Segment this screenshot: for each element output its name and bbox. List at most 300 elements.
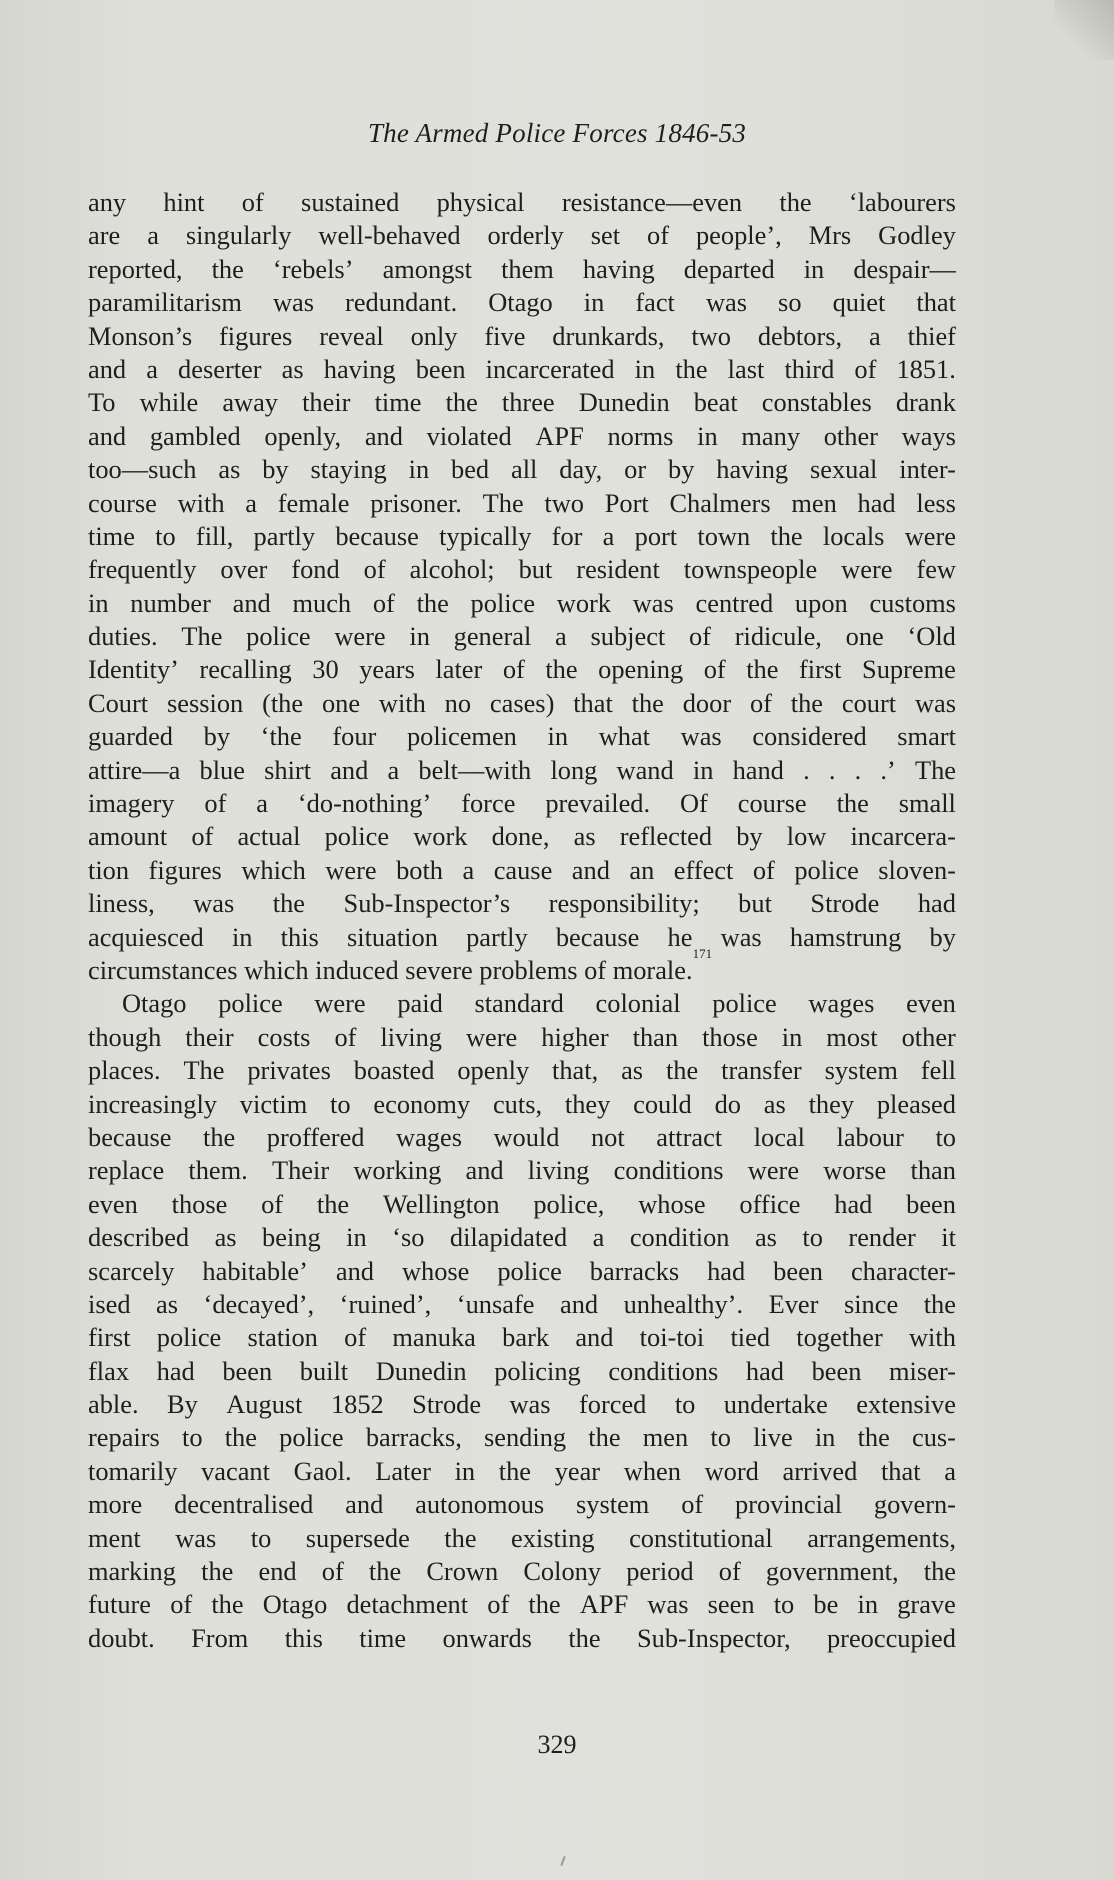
word: amongst <box>382 253 472 284</box>
word: cause <box>493 854 553 885</box>
word: violated <box>426 420 512 451</box>
word: of <box>372 587 395 618</box>
word: police <box>497 1255 562 1286</box>
word: the <box>444 1522 477 1553</box>
word: a <box>592 1222 605 1253</box>
text-line <box>88 1054 956 1087</box>
word: reveal <box>319 320 384 351</box>
word: gambled <box>149 420 241 451</box>
word: was <box>632 587 674 618</box>
word: the <box>211 1589 244 1620</box>
text-line <box>88 1221 956 1254</box>
word: Later <box>375 1455 431 1486</box>
word: of <box>688 621 711 652</box>
word: recalling <box>199 654 292 685</box>
text-line <box>88 353 956 386</box>
word: because <box>88 1121 172 1152</box>
word: onwards <box>442 1622 532 1653</box>
word: ment <box>88 1522 141 1553</box>
word: live <box>753 1422 793 1453</box>
word: August <box>226 1389 303 1420</box>
word: opening <box>598 654 684 685</box>
word: Strode <box>412 1389 482 1420</box>
word: imagery <box>88 788 175 819</box>
word: doubt. <box>88 1622 155 1653</box>
word: were <box>904 520 956 551</box>
word: and <box>330 754 369 785</box>
word: situation <box>347 921 438 952</box>
word: both <box>396 854 443 885</box>
word: as <box>156 1288 179 1319</box>
text-line <box>88 1588 956 1621</box>
word: and <box>571 854 610 885</box>
word: were <box>334 621 386 652</box>
word: pleased <box>876 1088 956 1119</box>
word: this <box>280 921 319 952</box>
word: Chalmers <box>669 487 771 518</box>
word: by <box>668 454 695 485</box>
word: day, <box>559 454 603 485</box>
word: ised <box>88 1288 131 1319</box>
word: constables <box>761 387 872 418</box>
word: wand <box>616 754 674 785</box>
word: undertake <box>723 1389 828 1420</box>
word: typically <box>439 520 532 551</box>
word: . <box>828 754 836 785</box>
word: forced <box>578 1389 647 1420</box>
text-line <box>88 186 956 219</box>
word: hand <box>732 754 784 785</box>
word: actual <box>237 821 301 852</box>
word: most <box>826 1021 878 1052</box>
word: in <box>857 1589 879 1620</box>
word: as <box>218 454 241 485</box>
word: later <box>435 654 483 685</box>
word: course <box>737 788 807 819</box>
text-line <box>88 1488 956 1521</box>
word: time <box>88 520 135 551</box>
word: incarcera- <box>850 821 956 852</box>
word: the <box>211 253 244 284</box>
word: of <box>854 353 877 384</box>
word: together <box>796 1322 883 1353</box>
word: as <box>281 353 304 384</box>
word: of <box>502 654 525 685</box>
word: Court <box>88 687 149 718</box>
word: ‘so <box>392 1222 425 1253</box>
text-line <box>88 620 956 653</box>
word: cuts, <box>492 1088 543 1119</box>
word: Mrs <box>808 220 852 251</box>
word: acquiesced <box>88 921 204 952</box>
word: any <box>88 187 127 217</box>
word: the <box>272 888 306 919</box>
word: had <box>857 487 896 518</box>
text-line <box>88 687 956 720</box>
word: for <box>551 520 583 551</box>
word: Gaol. <box>293 1455 352 1486</box>
word: 1851. <box>896 353 956 384</box>
word: their <box>302 387 351 418</box>
word: APF <box>579 1589 629 1620</box>
word: economy <box>373 1088 471 1119</box>
word: that <box>916 287 956 318</box>
word: time <box>374 387 422 418</box>
word: because <box>335 520 419 551</box>
word: police <box>470 587 536 618</box>
word: Wellington <box>382 1188 500 1219</box>
word: number <box>130 587 211 618</box>
word: was <box>720 921 762 952</box>
word: proffered <box>266 1121 365 1152</box>
word: 30 <box>312 654 339 685</box>
word: and <box>364 420 403 451</box>
word: ‘decayed’, <box>203 1288 315 1319</box>
word: the <box>416 587 449 618</box>
word: fond <box>291 554 340 585</box>
word: been <box>811 1355 862 1386</box>
word: police <box>794 854 859 885</box>
word: ‘the <box>260 721 302 752</box>
word: year <box>554 1455 601 1486</box>
word: of <box>487 1589 510 1620</box>
word: extensive <box>856 1389 956 1420</box>
word: Sub-Inspector, <box>636 1622 791 1653</box>
word: the <box>545 654 578 685</box>
word: done, <box>491 821 550 852</box>
word: Crown <box>426 1556 499 1587</box>
word: police, <box>533 1188 605 1219</box>
word: sustained <box>301 187 400 217</box>
word: detachment <box>346 1589 469 1620</box>
word: and <box>88 420 127 451</box>
word: responsibility; <box>548 888 700 919</box>
word: hamstrung <box>789 921 902 952</box>
word: being <box>262 1222 321 1253</box>
word: of <box>191 821 214 852</box>
word: norms <box>607 420 674 451</box>
word: having <box>582 253 655 284</box>
word: working <box>353 1155 442 1186</box>
word: that <box>880 1455 921 1486</box>
word: Supreme <box>862 654 956 685</box>
word: with <box>177 487 225 518</box>
word: first <box>798 654 842 685</box>
word: those <box>171 1188 228 1219</box>
text-line <box>88 921 956 954</box>
word: of <box>647 220 669 251</box>
text-line <box>88 1555 956 1588</box>
word: police <box>156 1322 222 1353</box>
text-line <box>88 520 956 553</box>
word: court <box>841 687 897 718</box>
word: police <box>324 821 390 852</box>
word: Dunedin <box>578 387 670 418</box>
word: shirt <box>264 754 312 785</box>
word: barracks, <box>365 1422 462 1453</box>
word: manuka <box>392 1322 476 1353</box>
word: was <box>647 1589 689 1620</box>
word: physical <box>436 187 525 217</box>
word: openly <box>457 1055 530 1086</box>
word: as <box>214 1222 237 1253</box>
word: he <box>667 921 693 952</box>
word: To <box>88 387 116 418</box>
word: Port <box>604 487 649 518</box>
text-line <box>88 1288 956 1321</box>
word: not <box>590 1121 625 1152</box>
word: men <box>642 1422 689 1453</box>
word: attire—a <box>88 754 181 785</box>
word: to <box>250 1522 272 1553</box>
word: miser- <box>889 1355 956 1386</box>
word: the <box>857 1422 890 1453</box>
word: female <box>277 487 350 518</box>
word: no <box>444 687 472 718</box>
text-line <box>88 1355 956 1388</box>
text-line <box>88 1188 956 1221</box>
word: described <box>88 1222 190 1253</box>
word: duties. <box>88 621 158 652</box>
word: of <box>344 1322 367 1353</box>
word: hint <box>163 187 205 217</box>
word: blue <box>199 754 245 785</box>
text-line-content: circumstances which induced severe problems of morale. <box>88 954 693 985</box>
word: the <box>203 1121 236 1152</box>
paper-speck <box>560 1856 565 1866</box>
word: Ever <box>768 1288 819 1319</box>
word: local <box>753 1121 805 1152</box>
word: that, <box>552 1055 599 1086</box>
word: two <box>691 320 731 351</box>
word: quiet <box>832 287 886 318</box>
word: to <box>773 1589 795 1620</box>
word: ‘labourers <box>848 187 956 217</box>
text-line <box>88 253 956 286</box>
word: grave <box>897 1589 956 1620</box>
text-line <box>88 587 956 620</box>
word: the <box>498 1455 532 1486</box>
word: was <box>175 1522 217 1553</box>
word: reported, <box>88 253 183 284</box>
word: in <box>583 287 605 318</box>
text-line <box>88 787 956 820</box>
word: was <box>509 1389 551 1420</box>
text-line <box>88 1021 956 1054</box>
word: third <box>784 353 835 384</box>
word: drank <box>895 387 956 418</box>
word: figures <box>148 854 222 885</box>
word: conditions <box>608 1355 719 1386</box>
word: police <box>712 988 777 1019</box>
word: last <box>727 353 765 384</box>
word: cases) <box>489 687 555 718</box>
word: unhealthy’. <box>623 1288 744 1319</box>
word: men <box>791 487 837 518</box>
word: . <box>803 754 810 785</box>
text-line <box>88 754 956 787</box>
word: dilapidated <box>449 1222 568 1253</box>
word: flax <box>88 1355 130 1386</box>
word: the <box>368 1556 402 1587</box>
word: belt—with <box>418 754 532 785</box>
word: been <box>415 353 466 384</box>
word: Sub-Inspector’s <box>343 888 511 919</box>
word: were <box>841 554 893 585</box>
word: wages <box>808 988 875 1019</box>
word: police <box>246 621 311 652</box>
word: of <box>749 687 772 718</box>
word: port <box>634 520 678 551</box>
word: the <box>836 788 869 819</box>
word: had <box>156 1355 195 1386</box>
word: locals <box>822 520 885 551</box>
word: drunkards, <box>552 320 665 351</box>
word: were <box>325 854 377 885</box>
word: paramilitarism <box>88 287 242 318</box>
word: toi-toi <box>639 1322 705 1353</box>
word: the <box>770 520 803 551</box>
word: policemen <box>406 721 517 752</box>
word: having <box>323 353 396 384</box>
word: standard <box>474 988 564 1019</box>
word: living <box>527 1155 590 1186</box>
word: in <box>454 1455 476 1486</box>
word: than <box>910 1155 956 1186</box>
word: tied <box>730 1322 771 1353</box>
word: Identity’ <box>88 654 179 685</box>
word: course <box>88 487 157 518</box>
word: long <box>550 754 598 785</box>
word: colonial <box>595 988 681 1019</box>
word: them. <box>188 1155 248 1186</box>
word: guarded <box>88 721 173 752</box>
word: had <box>917 888 956 919</box>
word: the <box>224 1422 257 1453</box>
word: over <box>220 554 268 585</box>
word: 1852 <box>330 1389 384 1420</box>
word: the <box>631 687 664 718</box>
word: prisoner. <box>370 487 462 518</box>
word: decentralised <box>174 1489 314 1520</box>
word: government, <box>765 1556 899 1587</box>
word: five <box>484 320 526 351</box>
word: character- <box>850 1255 956 1286</box>
word: was <box>680 721 722 752</box>
word: Otago <box>122 988 187 1019</box>
word: sending <box>484 1422 567 1453</box>
word: the <box>445 387 478 418</box>
word: in <box>814 1422 836 1453</box>
word: and <box>335 1255 374 1286</box>
word: away <box>222 387 278 418</box>
word: of <box>204 788 227 819</box>
word: to <box>710 1422 731 1453</box>
word: in <box>803 253 825 284</box>
word: one <box>321 687 361 718</box>
word: they <box>808 1088 855 1119</box>
word: the <box>746 654 779 685</box>
word: conditions <box>613 1155 724 1186</box>
word: beat <box>693 387 738 418</box>
word: in <box>692 754 714 785</box>
word: but <box>738 888 772 919</box>
word: four <box>332 721 377 752</box>
word: police <box>279 1422 344 1453</box>
word: worse <box>823 1155 887 1186</box>
word: as <box>573 821 596 852</box>
text-line <box>88 887 956 920</box>
word: ‘ruined’, <box>339 1288 432 1319</box>
word: of <box>718 1556 741 1587</box>
text-line <box>88 987 956 1020</box>
footnote-marker: 171 <box>692 945 713 961</box>
word: low <box>786 821 827 852</box>
word: them <box>501 253 554 284</box>
word: are <box>88 220 121 251</box>
word: years <box>359 654 415 685</box>
word: The <box>482 487 524 518</box>
word: of <box>681 1489 704 1520</box>
word: victim <box>239 1088 308 1119</box>
word: and <box>465 1155 504 1186</box>
word: customs <box>869 587 956 618</box>
word: in <box>697 420 718 451</box>
text-line <box>88 1522 956 1555</box>
word: the <box>675 353 708 384</box>
text-line <box>88 320 956 353</box>
word: as <box>621 1055 644 1086</box>
word: or <box>624 454 647 485</box>
text-line <box>88 1388 956 1421</box>
word: Godley <box>878 220 956 251</box>
word: a <box>245 487 257 518</box>
word: tion <box>88 854 130 885</box>
word: ‘unsafe <box>456 1288 535 1319</box>
word: debtors, <box>757 320 843 351</box>
text-line <box>88 1255 956 1288</box>
word: to <box>674 1389 696 1420</box>
word: the <box>201 1556 234 1587</box>
text-line <box>88 553 956 586</box>
word: centred <box>695 587 774 618</box>
text-line <box>88 386 956 419</box>
word: and <box>88 353 127 384</box>
word: were <box>314 988 366 1019</box>
word: upon <box>794 587 848 618</box>
word: constitutional <box>629 1522 773 1553</box>
word: whose <box>401 1255 470 1286</box>
word: system <box>576 1489 650 1520</box>
word: when <box>623 1455 681 1486</box>
word: Of <box>680 788 708 819</box>
text-line <box>88 820 956 853</box>
word: those <box>702 1021 758 1052</box>
word: had <box>707 1255 746 1286</box>
word: orderly <box>487 220 564 251</box>
word: end <box>258 1556 297 1587</box>
word: Otago <box>488 287 553 318</box>
text-line <box>88 1121 956 1154</box>
text-line <box>88 453 956 486</box>
word: arrangements, <box>807 1522 956 1553</box>
word: a <box>602 520 615 551</box>
text-line <box>88 720 956 753</box>
word: because <box>555 921 640 952</box>
word: despair— <box>853 253 956 284</box>
word: The <box>914 754 956 785</box>
word: barracks <box>589 1255 680 1286</box>
